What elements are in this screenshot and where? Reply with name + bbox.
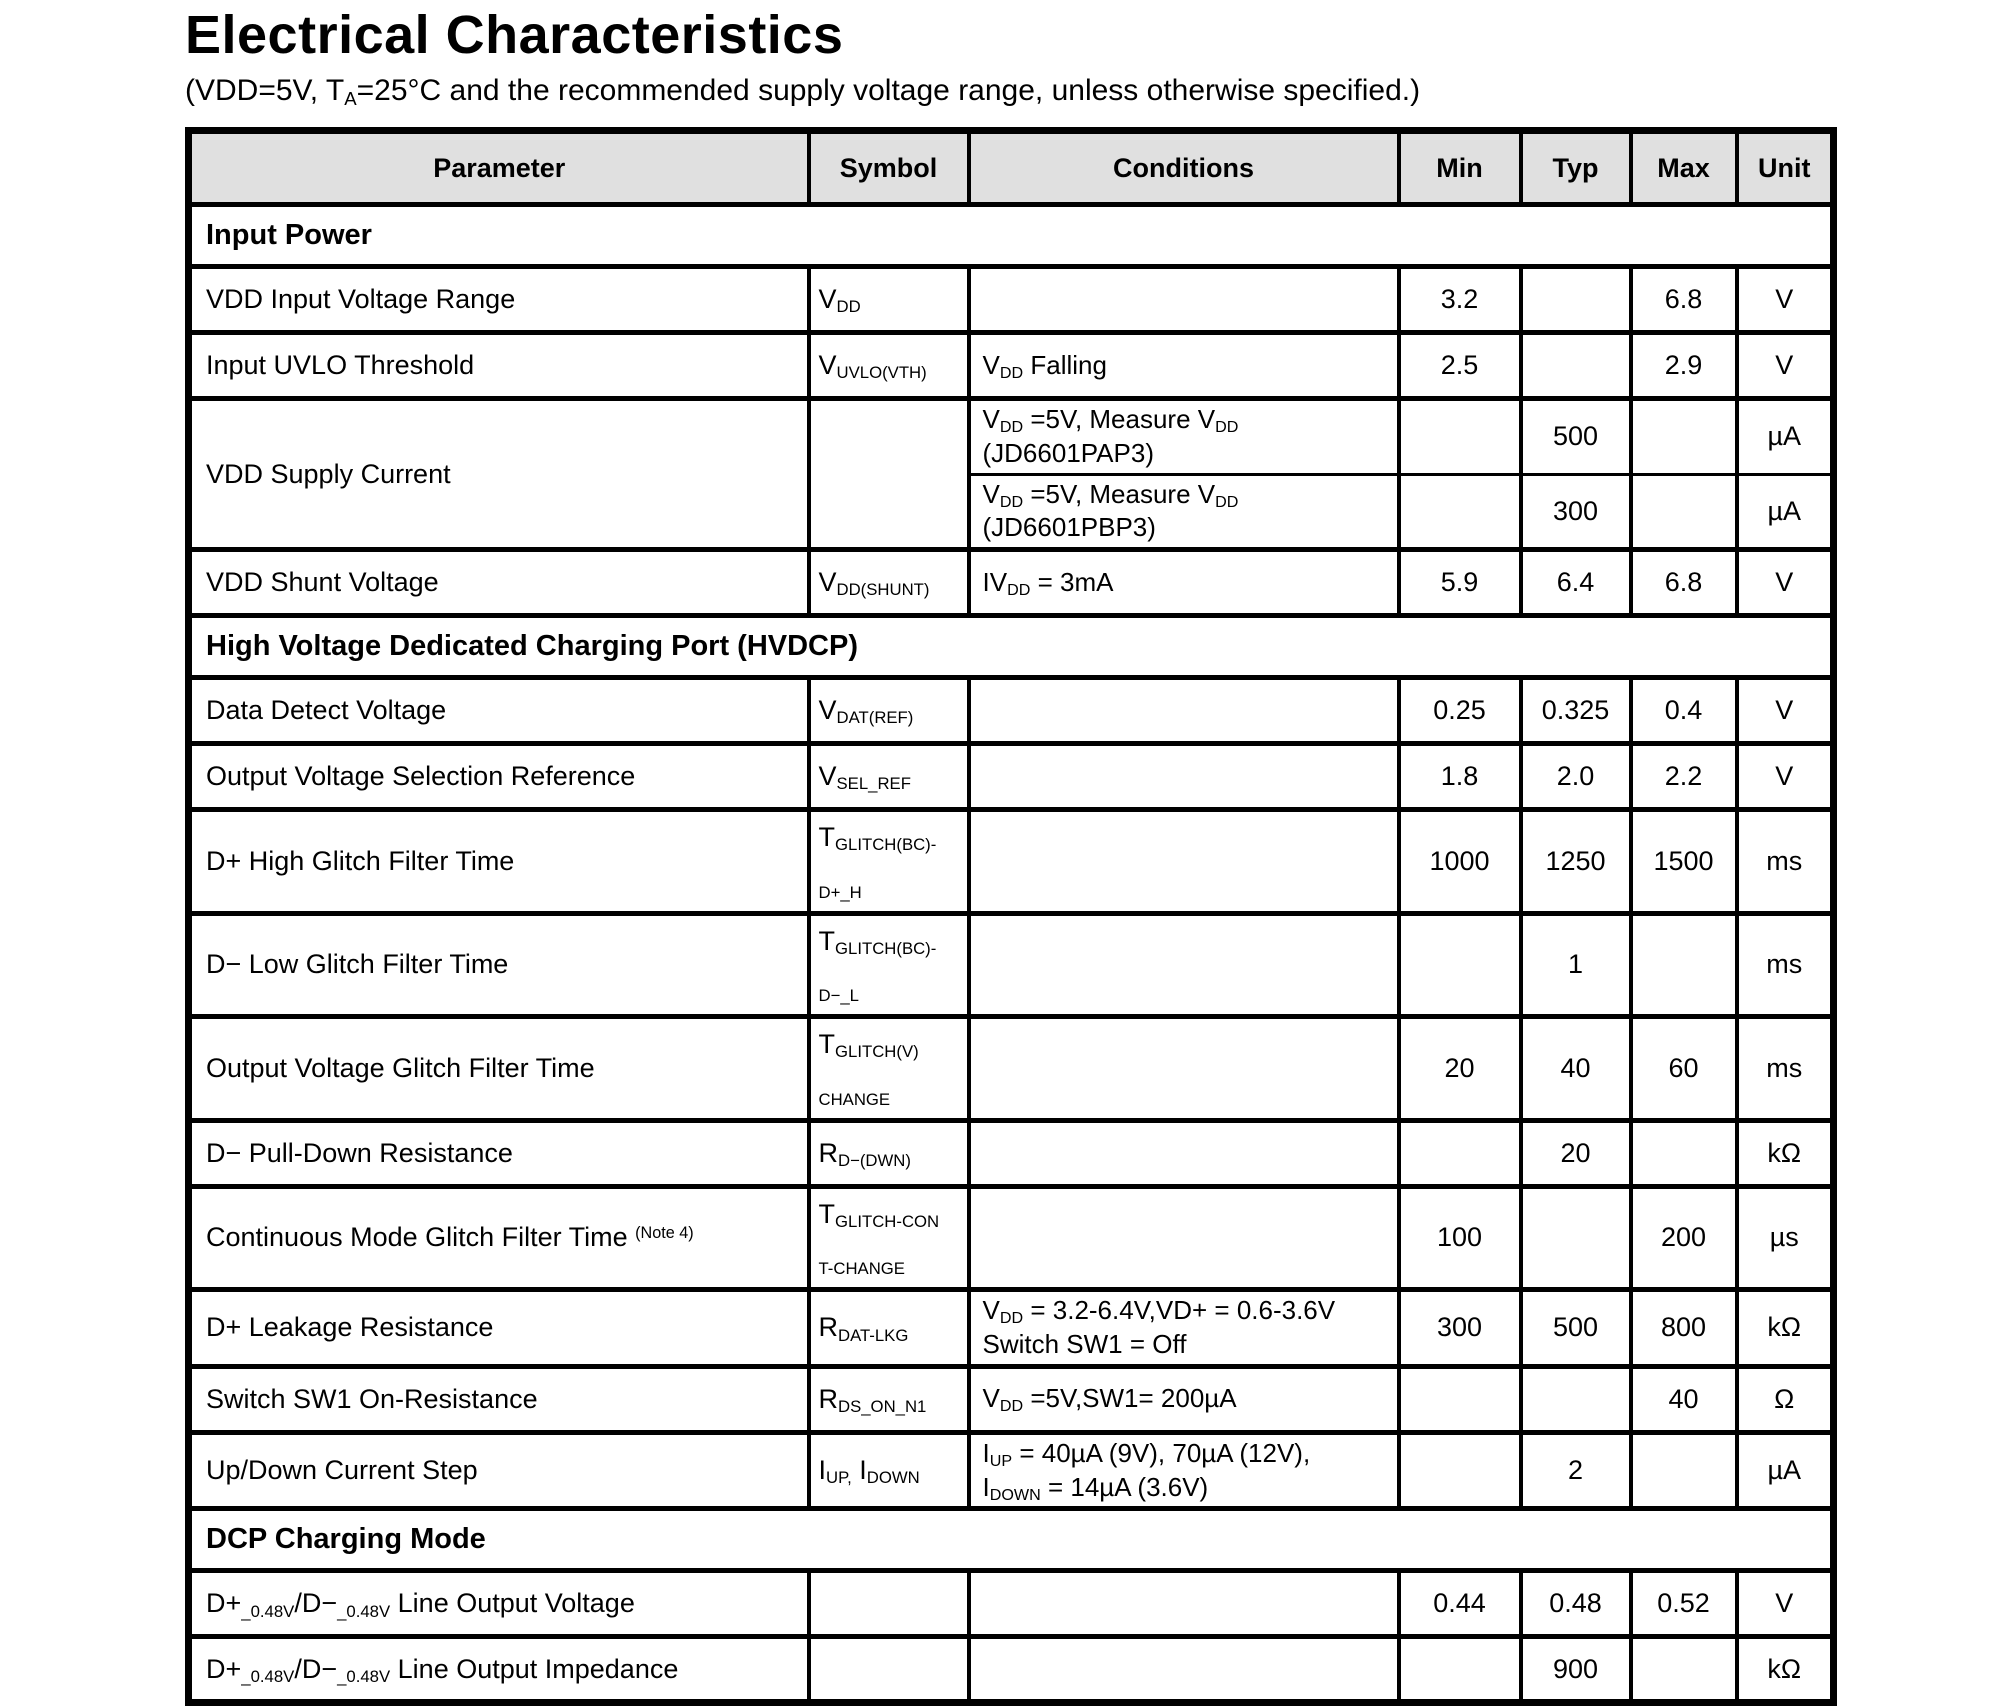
unit-cell: V bbox=[1737, 1571, 1834, 1637]
min-cell: 2.5 bbox=[1399, 333, 1521, 399]
max-cell: 2.2 bbox=[1631, 744, 1737, 810]
symbol-cell bbox=[809, 1637, 969, 1703]
min-cell: 1.8 bbox=[1399, 744, 1521, 810]
parameter-cell: Data Detect Voltage bbox=[189, 678, 809, 744]
table-row bbox=[189, 744, 1834, 810]
typ-cell bbox=[1521, 1366, 1631, 1432]
table-row bbox=[189, 333, 1834, 399]
typ-cell: 6.4 bbox=[1521, 550, 1631, 616]
parameter-cell: Output Voltage Selection Reference bbox=[189, 744, 809, 810]
section-row bbox=[189, 205, 1834, 267]
typ-cell: 1 bbox=[1521, 913, 1631, 1017]
unit-cell: V bbox=[1737, 550, 1834, 616]
conditions-cell: $I_{UP} = 40\mu A$ (9V), 70µA (12V), $I_{DOWN} = 14\mu A$ (3.6V) bbox=[969, 1432, 1399, 1509]
symbol-cell: $V_{SEL\_REF}$ bbox=[809, 744, 969, 810]
parameter-cell: Continuous Mode Glitch Filter Time $^{(Note 4)}$ bbox=[189, 1186, 809, 1290]
max-cell: 6.8 bbox=[1631, 267, 1737, 333]
parameter-cell: D+ High Glitch Filter Time bbox=[189, 810, 809, 914]
parameter-cell: D+ Leakage Resistance bbox=[189, 1290, 809, 1367]
max-cell bbox=[1631, 399, 1737, 475]
parameter-cell: Output Voltage Glitch Filter Time bbox=[189, 1017, 809, 1121]
table-row bbox=[189, 913, 1834, 1017]
min-cell: 0.44 bbox=[1399, 1571, 1521, 1637]
min-cell: 100 bbox=[1399, 1186, 1521, 1290]
parameter-cell: Input UVLO Threshold bbox=[189, 333, 809, 399]
max-cell: 200 bbox=[1631, 1186, 1737, 1290]
table-row bbox=[189, 1637, 1834, 1703]
max-cell bbox=[1631, 474, 1737, 550]
section-row bbox=[189, 616, 1834, 678]
page-subtitle: (VDD=5V, $T_A=25^\circ C$ and the recommended supply voltage range, unless otherwise specified.) bbox=[185, 74, 1421, 109]
table-row bbox=[189, 1017, 1834, 1121]
unit-cell: µA bbox=[1737, 399, 1834, 475]
conditions-cell: $V_{DD} =5V$, Measure $V_{DD}$ (JD6601PBP3) bbox=[969, 474, 1399, 550]
unit-cell: ms bbox=[1737, 1017, 1834, 1121]
symbol-cell: $I_{UP,}$ $I_{DOWN}$ bbox=[809, 1432, 969, 1509]
typ-cell: 20 bbox=[1521, 1120, 1631, 1186]
column-header: Unit bbox=[1737, 131, 1834, 205]
typ-cell: 2 bbox=[1521, 1432, 1631, 1509]
table-row bbox=[189, 1120, 1834, 1186]
parameter-cell: Up/Down Current Step bbox=[189, 1432, 809, 1509]
typ-cell bbox=[1521, 333, 1631, 399]
min-cell bbox=[1399, 1637, 1521, 1703]
symbol-cell: $T_{GLITCH-CON}$ $_{T-CHANGE}$ bbox=[809, 1186, 969, 1290]
max-cell: 60 bbox=[1631, 1017, 1737, 1121]
max-cell bbox=[1631, 1637, 1737, 1703]
min-cell: 300 bbox=[1399, 1290, 1521, 1367]
unit-cell: kΩ bbox=[1737, 1290, 1834, 1367]
symbol-cell: $V_{DAT(REF)}$ bbox=[809, 678, 969, 744]
max-cell: 800 bbox=[1631, 1290, 1737, 1367]
unit-cell: µA bbox=[1737, 474, 1834, 550]
max-cell: 1500 bbox=[1631, 810, 1737, 914]
conditions-cell: $V_{DD} = 3.2-6.4V,VD+ = 0.6-3.6V$ Switch SW1 = Off bbox=[969, 1290, 1399, 1367]
table-row bbox=[189, 678, 1834, 744]
typ-cell bbox=[1521, 267, 1631, 333]
conditions-cell: $V_{DD}$ Falling bbox=[969, 333, 1399, 399]
table-body bbox=[189, 205, 1834, 1703]
conditions-cell bbox=[969, 744, 1399, 810]
conditions-cell bbox=[969, 678, 1399, 744]
table-row bbox=[189, 1186, 1834, 1290]
max-cell bbox=[1631, 1120, 1737, 1186]
column-header: Max bbox=[1631, 131, 1737, 205]
conditions-cell bbox=[969, 1186, 1399, 1290]
table-row bbox=[189, 810, 1834, 914]
column-header: Min bbox=[1399, 131, 1521, 205]
unit-cell: ms bbox=[1737, 810, 1834, 914]
typ-cell bbox=[1521, 1186, 1631, 1290]
table-row bbox=[189, 399, 1834, 475]
min-cell bbox=[1399, 913, 1521, 1017]
conditions-cell bbox=[969, 267, 1399, 333]
min-cell: 0.25 bbox=[1399, 678, 1521, 744]
conditions-cell bbox=[969, 1637, 1399, 1703]
conditions-cell: $V_{DD} =5V,SW1= 200\mu A$ bbox=[969, 1366, 1399, 1432]
min-cell bbox=[1399, 474, 1521, 550]
symbol-cell bbox=[809, 399, 969, 550]
symbol-cell: $T_{GLITCH(V)}$ $_{CHANGE}$ bbox=[809, 1017, 969, 1121]
column-header: Typ bbox=[1521, 131, 1631, 205]
unit-cell: µA bbox=[1737, 1432, 1834, 1509]
table-row bbox=[189, 1432, 1834, 1509]
conditions-cell bbox=[969, 1120, 1399, 1186]
min-cell: 3.2 bbox=[1399, 267, 1521, 333]
parameter-cell: D− Low Glitch Filter Time bbox=[189, 913, 809, 1017]
parameter-cell: $D+_{\_0.48V}/D-_{\_0.48V}$ Line Output Voltage bbox=[189, 1571, 809, 1637]
section-label: DCP Charging Mode bbox=[189, 1509, 1834, 1571]
max-cell bbox=[1631, 1432, 1737, 1509]
unit-cell: kΩ bbox=[1737, 1120, 1834, 1186]
unit-cell: kΩ bbox=[1737, 1637, 1834, 1703]
typ-cell: 900 bbox=[1521, 1637, 1631, 1703]
parameter-cell: VDD Supply Current bbox=[189, 399, 809, 550]
typ-cell: 300 bbox=[1521, 474, 1631, 550]
symbol-cell: $V_{DD(SHUNT)}$ bbox=[809, 550, 969, 616]
min-cell bbox=[1399, 399, 1521, 475]
conditions-cell bbox=[969, 913, 1399, 1017]
table-row bbox=[189, 550, 1834, 616]
symbol-cell: $R_{D-(DWN)}$ bbox=[809, 1120, 969, 1186]
typ-cell: 0.48 bbox=[1521, 1571, 1631, 1637]
conditions-cell: $IV_{DD} = 3mA$ bbox=[969, 550, 1399, 616]
page-title: Electrical Characteristics bbox=[185, 5, 844, 65]
max-cell: 0.52 bbox=[1631, 1571, 1737, 1637]
parameter-cell: Switch SW1 On-Resistance bbox=[189, 1366, 809, 1432]
max-cell bbox=[1631, 913, 1737, 1017]
typ-cell: 1250 bbox=[1521, 810, 1631, 914]
max-cell: 40 bbox=[1631, 1366, 1737, 1432]
symbol-cell: $T_{GLITCH(BC)-}$ $_{D-\_L}$ bbox=[809, 913, 969, 1017]
typ-cell: 500 bbox=[1521, 399, 1631, 475]
section-row bbox=[189, 1509, 1834, 1571]
conditions-cell bbox=[969, 1571, 1399, 1637]
unit-cell: Ω bbox=[1737, 1366, 1834, 1432]
max-cell: 2.9 bbox=[1631, 333, 1737, 399]
parameter-cell: D− Pull-Down Resistance bbox=[189, 1120, 809, 1186]
symbol-cell: $V_{UVLO(VTH)}$ bbox=[809, 333, 969, 399]
min-cell bbox=[1399, 1120, 1521, 1186]
min-cell bbox=[1399, 1366, 1521, 1432]
conditions-cell: $V_{DD} =5V$, Measure $V_{DD}$ (JD6601PAP3) bbox=[969, 399, 1399, 475]
conditions-cell bbox=[969, 810, 1399, 914]
table-row bbox=[189, 1571, 1834, 1637]
min-cell: 5.9 bbox=[1399, 550, 1521, 616]
table-row bbox=[189, 1366, 1834, 1432]
typ-cell: 2.0 bbox=[1521, 744, 1631, 810]
symbol-cell: $V_{DD}$ bbox=[809, 267, 969, 333]
symbol-cell: $R_{DAT-LKG}$ bbox=[809, 1290, 969, 1367]
unit-cell: ms bbox=[1737, 913, 1834, 1017]
table-row bbox=[189, 1290, 1834, 1367]
typ-cell: 0.325 bbox=[1521, 678, 1631, 744]
header-row bbox=[189, 131, 1834, 205]
unit-cell: V bbox=[1737, 267, 1834, 333]
symbol-cell: $R_{DS\_ON\_N1}$ bbox=[809, 1366, 969, 1432]
typ-cell: 40 bbox=[1521, 1017, 1631, 1121]
min-cell: 20 bbox=[1399, 1017, 1521, 1121]
min-cell bbox=[1399, 1432, 1521, 1509]
symbol-cell: $T_{GLITCH(BC)-}$ $_{D+\_H}$ bbox=[809, 810, 969, 914]
ec-table bbox=[185, 127, 1837, 1706]
section-label: High Voltage Dedicated Charging Port (HVDCP) bbox=[189, 616, 1834, 678]
column-header: Conditions bbox=[969, 131, 1399, 205]
unit-cell: µs bbox=[1737, 1186, 1834, 1290]
parameter-cell: VDD Input Voltage Range bbox=[189, 267, 809, 333]
symbol-cell bbox=[809, 1571, 969, 1637]
min-cell: 1000 bbox=[1399, 810, 1521, 914]
parameter-cell: $D+_{\_0.48V}/D-_{\_0.48V}$ Line Output Impedance bbox=[189, 1637, 809, 1703]
unit-cell: V bbox=[1737, 744, 1834, 810]
parameter-cell: VDD Shunt Voltage bbox=[189, 550, 809, 616]
unit-cell: V bbox=[1737, 333, 1834, 399]
max-cell: 0.4 bbox=[1631, 678, 1737, 744]
column-header: Symbol bbox=[809, 131, 969, 205]
unit-cell: V bbox=[1737, 678, 1834, 744]
max-cell: 6.8 bbox=[1631, 550, 1737, 616]
conditions-cell bbox=[969, 1017, 1399, 1121]
column-header: Parameter bbox=[189, 131, 809, 205]
table-row bbox=[189, 267, 1834, 333]
typ-cell: 500 bbox=[1521, 1290, 1631, 1367]
section-label: Input Power bbox=[189, 205, 1834, 267]
